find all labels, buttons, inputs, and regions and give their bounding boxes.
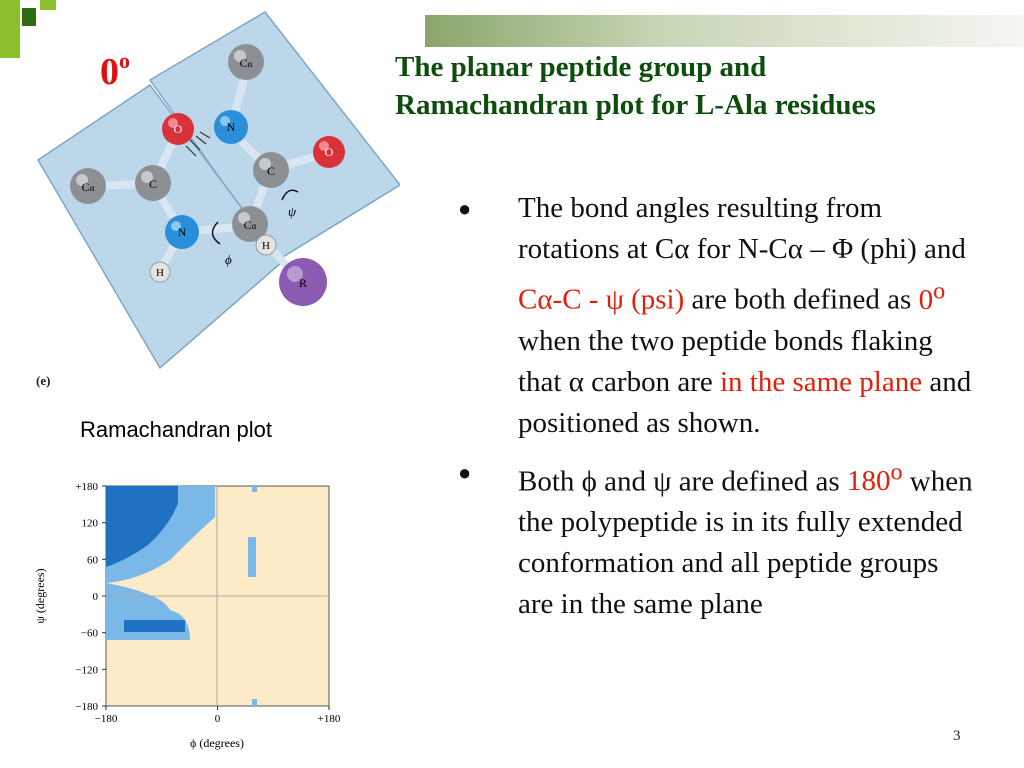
peptide-plane-figure xyxy=(20,10,400,390)
allowed-region-left-handed xyxy=(248,537,256,577)
bullet-dot: ● xyxy=(458,196,472,221)
ramachandran-plot xyxy=(30,475,360,755)
atom-carbon-right xyxy=(253,152,289,188)
psi-symbol: ψ xyxy=(288,204,297,219)
y-tick-label: +180 xyxy=(75,481,98,493)
ramachandran-heading: Ramachandran plot xyxy=(80,417,273,442)
svg-text:R: R xyxy=(298,276,308,290)
slide-number: 3 xyxy=(953,728,961,744)
bullet-list xyxy=(458,188,973,633)
x-tick-label: −180 xyxy=(94,713,118,725)
y-axis-label: ψ (degrees) xyxy=(33,568,47,624)
y-tick-label: 0 xyxy=(92,591,98,603)
x-ticks xyxy=(95,706,341,725)
highlight-text: 180$^o$ xyxy=(846,458,903,498)
svg-text:N: N xyxy=(177,225,187,239)
y-ticks xyxy=(75,481,106,713)
svg-text:Cα: Cα xyxy=(81,180,95,194)
atom-oxygen-right xyxy=(313,136,345,168)
phi-symbol: ϕ xyxy=(225,252,232,267)
atom-hydrogen-center xyxy=(256,235,276,255)
atom-calpha-top xyxy=(228,44,264,80)
svg-text:O: O xyxy=(173,122,183,136)
slide-title-line-1: The planar peptide group and xyxy=(395,51,767,83)
highlight-text: Cα-C - ψ (psi) xyxy=(518,283,685,316)
atom-oxygen-left xyxy=(162,113,194,145)
svg-text:C: C xyxy=(266,164,276,178)
y-tick-label: 120 xyxy=(81,517,98,530)
bullet-item-2: ● Both ϕ and ψ are defined as 180$^o$ when the polypeptide is in its fully extended conformation and all peptide groups are in the same plane xyxy=(458,452,973,626)
x-tick-label: +180 xyxy=(317,713,341,725)
svg-text:H: H xyxy=(262,240,270,252)
zero-degree-label: 0$^o$ xyxy=(100,48,130,93)
y-tick-label: −120 xyxy=(75,664,98,677)
atom-r-group xyxy=(279,258,327,306)
atom-nitrogen-top xyxy=(214,110,248,144)
atom-carbon-left xyxy=(135,165,171,201)
corner-accent-square-small xyxy=(40,0,56,10)
highlight-text: 0$^o$ xyxy=(918,277,946,316)
y-tick-label: −180 xyxy=(75,701,98,713)
svg-text:H: H xyxy=(156,267,164,279)
svg-text:Cα: Cα xyxy=(243,218,257,232)
favored-region-alpha xyxy=(124,620,185,632)
y-tick-label: 60 xyxy=(87,554,98,567)
slide-title-line-2: Ramachandran plot for L-Ala residues xyxy=(395,89,876,121)
x-tick-label: 0 xyxy=(214,713,221,725)
y-tick-label: −60 xyxy=(80,627,98,640)
svg-text:C: C xyxy=(148,177,158,191)
bullet-dot: ● xyxy=(458,459,472,485)
svg-text:N: N xyxy=(226,120,236,134)
figure-panel-letter: (e) xyxy=(36,373,51,388)
highlight-text: in the same plane xyxy=(719,365,923,398)
x-axis-label: ϕ (degrees) xyxy=(190,736,244,750)
atom-calpha-left xyxy=(70,168,106,204)
slide-title xyxy=(395,48,1015,124)
atom-hydrogen-bottom xyxy=(150,262,170,282)
svg-text:O: O xyxy=(324,145,334,159)
atom-nitrogen-bottom xyxy=(165,215,199,249)
title-gradient-band xyxy=(425,15,1024,47)
bullet-item-1: ● The bond angles resulting from rotations at Cα for N-Cα – Φ (phi) and Cα-C - ψ (psi) are both defined as 0$^o$ when the two peptide bonds flaking that α carbon are in the same plane and positioned as shown. xyxy=(458,188,973,444)
svg-text:Cα: Cα xyxy=(239,56,253,70)
corner-accent-bar xyxy=(0,0,20,58)
